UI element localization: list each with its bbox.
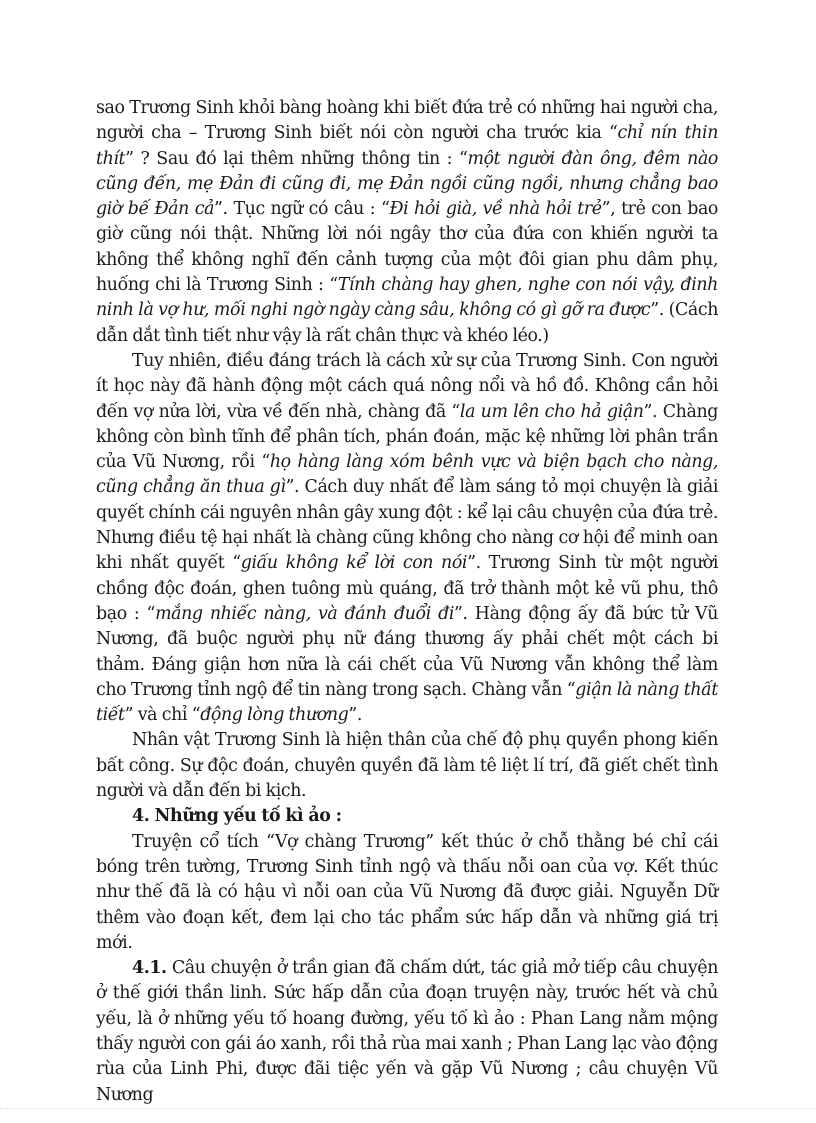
text-run: Câu chuyện ở trần gian đã chấm dứt, tác giả mở tiếp câu chuyện ở thế giới thần linh. Sức hấp dẫn của đoạn truyện này, trước hết và chủ yếu, là ở những yếu tố hoang đường, yếu tố kì ảo : Phan Lang nằm mộng thấy người con gái áo xanh, rồi thả rùa mai xanh ; Phan Lang lạc vào động rùa của Linh Phi, được đãi tiệc yến và gặp Vũ Nương ; câu chuyện Vũ Nương bbox=[96, 958, 718, 1105]
text-run: ”. bbox=[348, 705, 362, 726]
quote-run: Tính chàng hay ghen, nghe con nói vậy, đinh ninh là vợ hư, mối nghi ngờ ngày càng sâu, không có gì gỡ ra được bbox=[96, 275, 718, 321]
quote-run: họ hàng làng xóm bênh vực và biện bạch cho nàng, cũng chẳng ăn thua gì bbox=[96, 452, 718, 498]
quote-run: la um lên cho hả giận bbox=[459, 401, 644, 422]
text-run: ”. (Cách dẫn dắt tình tiết như vậy là rất chân thực và khéo léo.) bbox=[96, 300, 718, 346]
paragraph-2 bbox=[96, 349, 718, 728]
quote-run: động lòng thương bbox=[200, 705, 349, 726]
text-run: ”. Trương Sinh từ một người chồng độc đoán, ghen tuông mù quáng, đã trở thành một kẻ vũ phu, thô bạo : “ bbox=[96, 553, 718, 624]
text-run: ”. Cách duy nhất để làm sáng tỏ mọi chuyện là giải quyết chính cái nguyên nhân gây xung đột : kể lại câu chuyện của đứa trẻ. Nhưng điều tệ hại nhất là chàng cũng không cho nàng cơ hội để minh oan khi nhất quyết “ bbox=[96, 477, 718, 574]
text-run: Nhân vật Trương Sinh là hiện thân của chế độ phụ quyền phong kiến bất công. Sự độc đoán, chuyên quyền đã làm tê liệt lí trí, đã giết chết tình người và dẫn đến bi kịch. bbox=[96, 730, 718, 802]
quote-run: chỉ nín thin thít bbox=[96, 123, 719, 169]
text-run: ” và chỉ “ bbox=[124, 705, 201, 726]
text-run: Tuy nhiên, điều đáng trách là cách xử sự của Trương Sinh. Con người ít học này đã hành động một cách quá nông nổi và hồ đồ. Không cần hỏi đến vợ nửa lời, vừa về đến nhà, chàng đã “ bbox=[96, 350, 718, 422]
paragraph-5 bbox=[96, 956, 718, 1108]
heading-text: 4. Những yếu tố kì ảo : bbox=[132, 806, 342, 827]
document-page bbox=[96, 96, 718, 1108]
text-run: ”. Chàng không còn bình tĩnh để phân tích, phán đoán, mặc kệ những lời phân trần của Vũ Nương, rồi “ bbox=[96, 401, 718, 473]
subsection-number: 4.1. bbox=[132, 958, 167, 979]
text-run: ” ? Sau đó lại thêm những thông tin : “ bbox=[125, 148, 468, 169]
quote-run: giận là nàng thất tiết bbox=[96, 679, 718, 726]
text-run: sao Trương Sinh khỏi bàng hoàng khi biết đứa trẻ có những hai người cha, người cha – Trương Sinh biết nói còn người cha trước kia “ bbox=[96, 98, 718, 144]
paragraph-3 bbox=[96, 728, 718, 804]
text-run: ”. Hàng động ấy đã bức tử Vũ Nương, đã buộc người phụ nữ đáng thương ấy phải chết một cách bi thảm. Đáng giận hơn nữa là cái chết của Vũ Nương vẫn không thể làm cho Trương tỉnh ngộ để tin nàng trong sạch. Chàng vẫn “ bbox=[96, 603, 718, 700]
paragraph-1 bbox=[96, 96, 718, 349]
section-heading bbox=[96, 804, 718, 829]
quote-run: Đi hỏi già, về nhà hỏi trẻ bbox=[389, 199, 602, 220]
paragraph-4 bbox=[96, 830, 718, 956]
text-run: ”. Tục ngữ có câu : “ bbox=[214, 199, 390, 220]
text-run: Truyện cổ tích “Vợ chàng Trương” kết thúc ở chỗ thằng bé chỉ cái bóng trên tường, Trương Sinh tỉnh ngộ và thấu nỗi oan của vợ. Kết thúc như thế đã là có hậu vì nỗi oan của Vũ Nương đã được giải. Nguyễn Dữ thêm vào đoạn kết, đem lại cho tác phẩm sức hấp dẫn và những giá trị mới. bbox=[96, 831, 718, 953]
quote-run: giấu không kể lời con nói bbox=[240, 553, 468, 574]
text-run: ”, trẻ con bao giờ cũng nói thật. Những lời nói ngây thơ của đứa con khiến người ta không thể không nghĩ đến cảnh tượng của một đôi gian phu dâm phụ, huống chi là Trương Sinh : “ bbox=[96, 199, 718, 296]
quote-run: một người đàn ông, đêm nào cũng đến, mẹ Đản đi cũng đi, mẹ Đản ngồi cũng ngồi, nhưng chẳng bao giờ bế Đản cả bbox=[96, 148, 718, 220]
quote-run: mắng nhiếc nàng, và đánh đuổi đi bbox=[155, 603, 455, 624]
page-bottom-divider bbox=[0, 1108, 816, 1109]
